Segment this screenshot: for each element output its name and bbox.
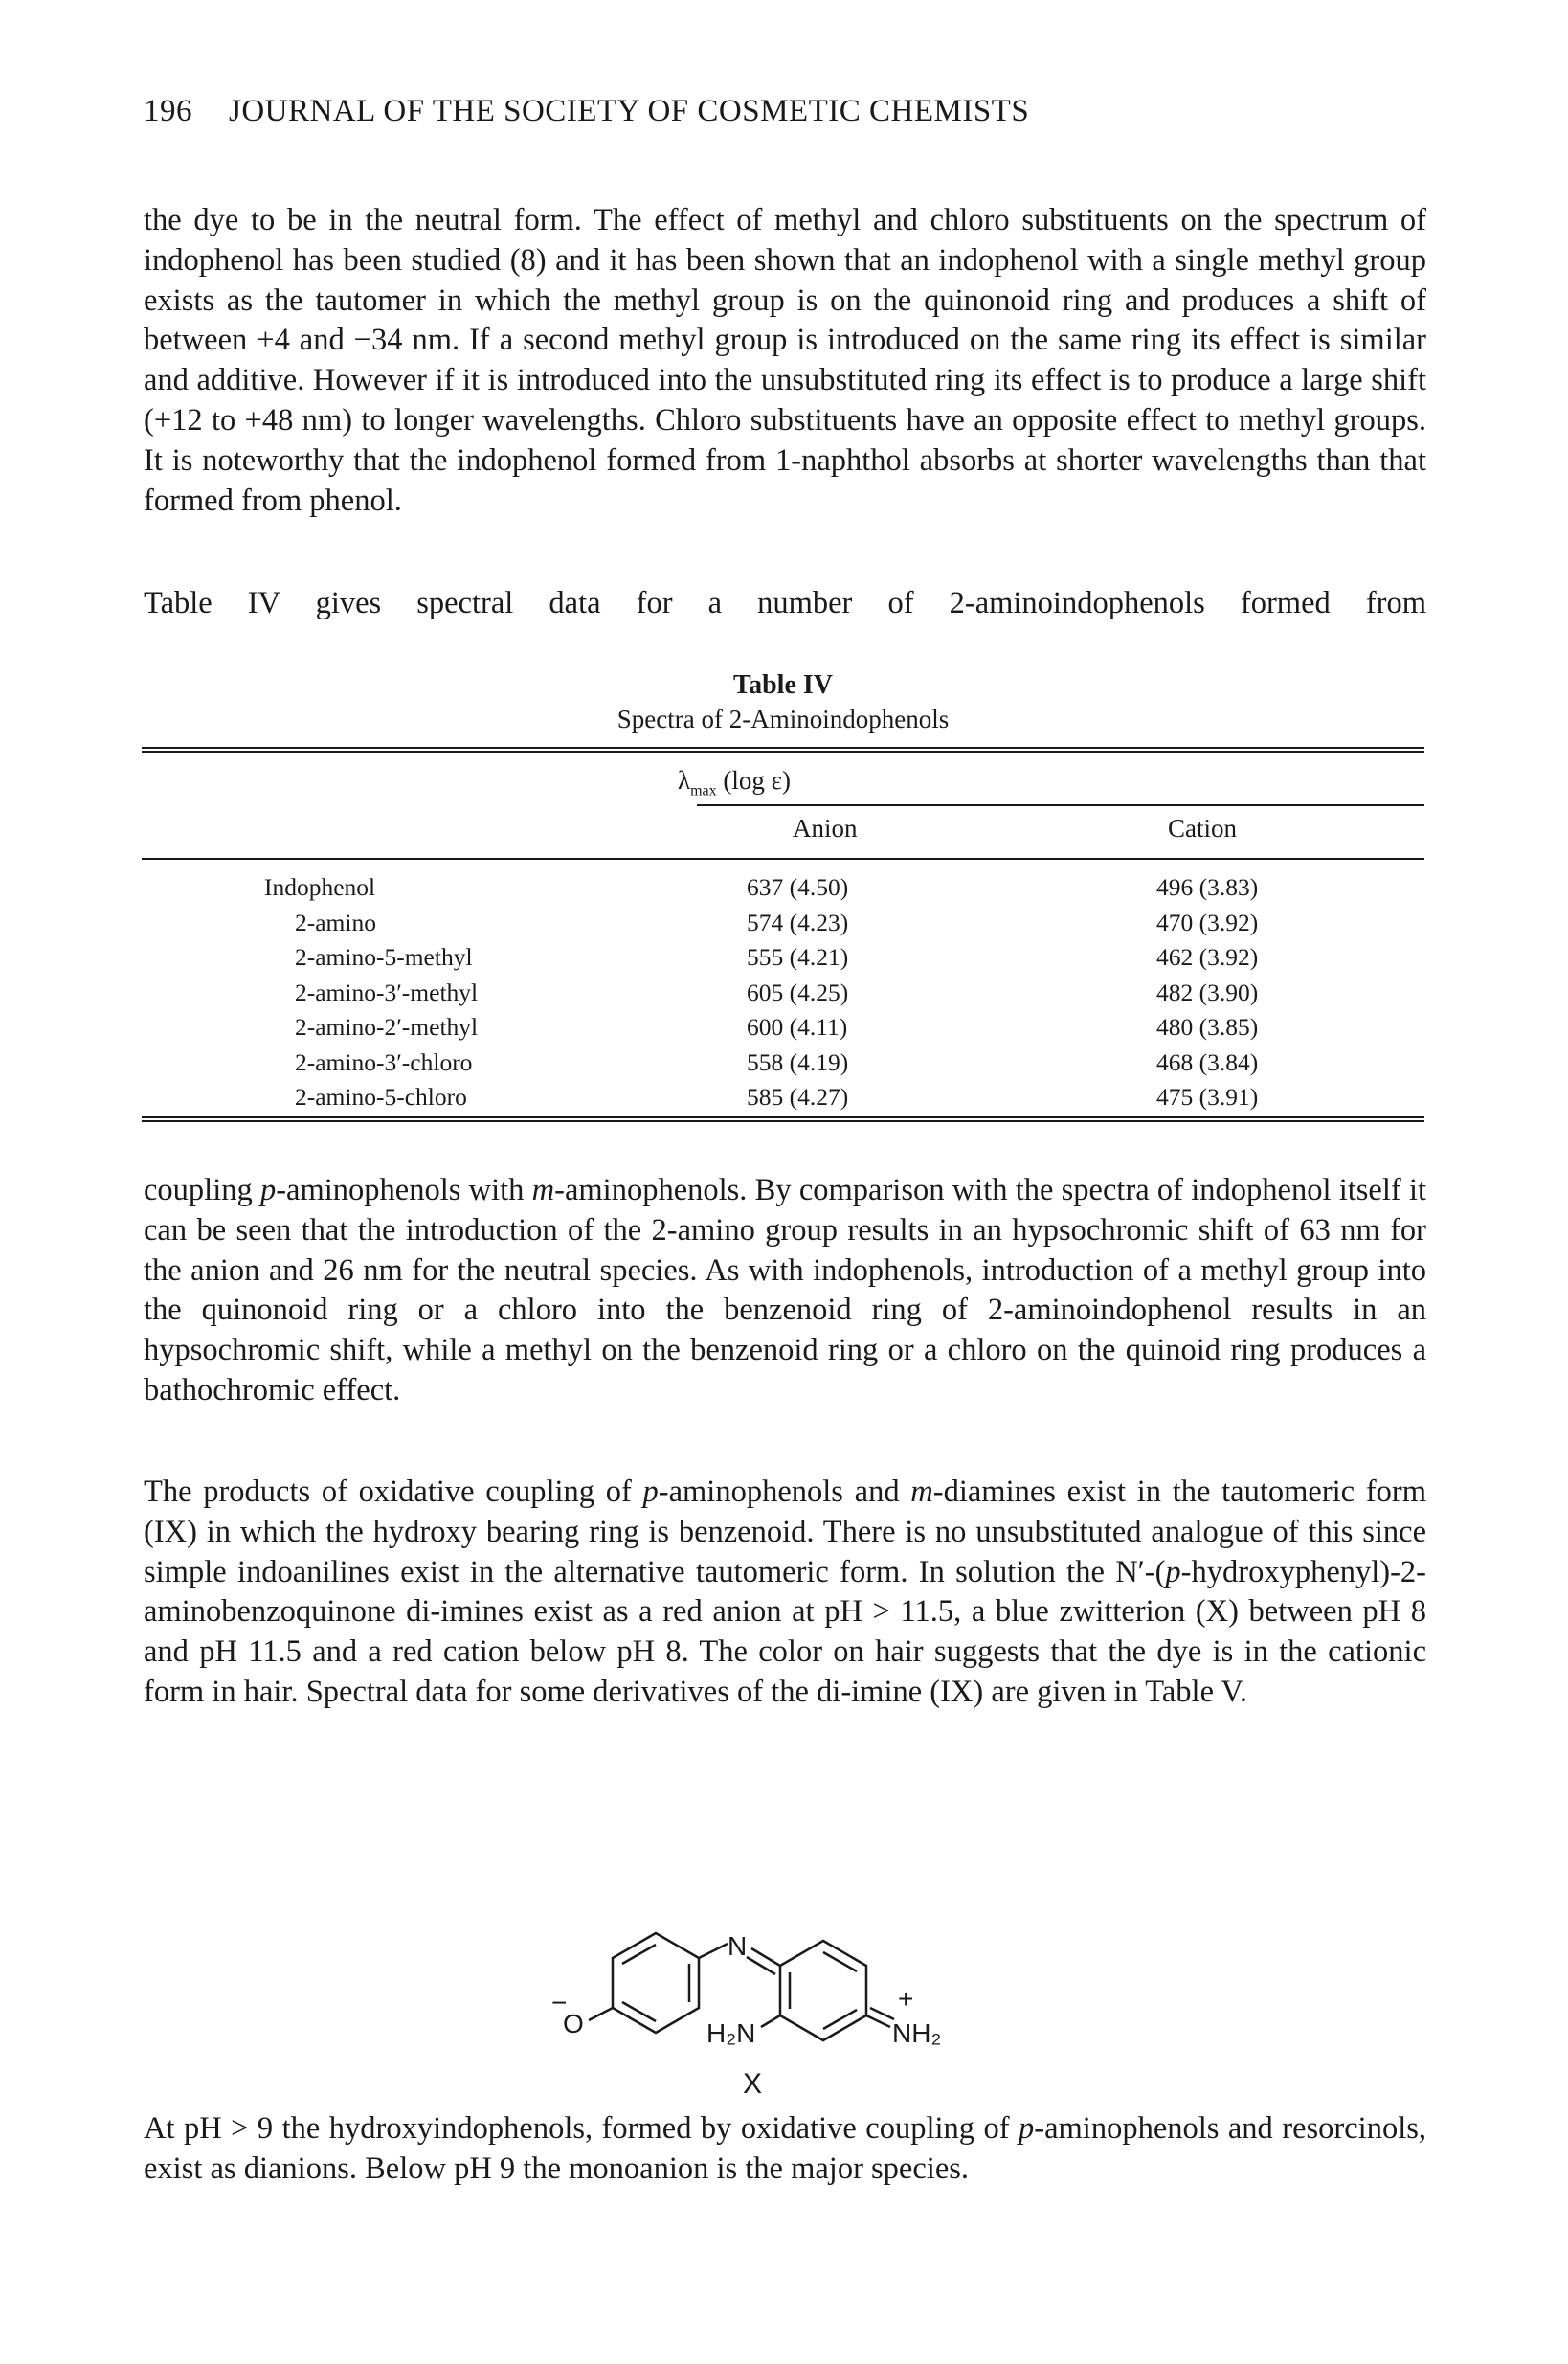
paragraph-4 [144, 1473, 1426, 1713]
paragraph-2 [144, 584, 1426, 664]
table-row [142, 1048, 1424, 1082]
table-bottom-rule [142, 1116, 1424, 1122]
table-col-anion: Anion [793, 814, 858, 843]
row-cation: 470 (3.92) [1156, 908, 1259, 936]
structure-label: X [743, 2068, 763, 2100]
table-row [142, 943, 1424, 977]
table-col-cation: Cation [1168, 814, 1237, 843]
journal-title: JOURNAL OF THE SOCIETY OF COSMETIC CHEMISTS [229, 94, 1030, 128]
row-anion: 605 (4.25) [747, 978, 849, 1006]
atom-n: N [728, 1931, 748, 1961]
row-anion: 574 (4.23) [747, 908, 849, 936]
running-header [144, 94, 1029, 129]
row-compound: 2-amino-2′-methyl [295, 1013, 479, 1041]
row-compound: 2-amino-5-methyl [295, 943, 473, 971]
row-cation: 468 (3.84) [1156, 1047, 1259, 1076]
row-cation: 462 (3.92) [1156, 943, 1259, 971]
table-row [142, 1013, 1424, 1047]
atom-h2n: H₂N [706, 2018, 756, 2048]
paragraph-5-text: At pH > 9 the hydroxyindophenols, formed by oxidative coupling of p-aminophenols and resorcinols, exist as dianions. Below pH 9 the monoanion is the major species. [144, 2111, 1426, 2186]
page-number: 196 [144, 94, 192, 128]
row-compound: Indophenol [264, 873, 376, 901]
table-row [142, 1083, 1424, 1116]
row-anion: 585 (4.27) [747, 1083, 849, 1111]
table-top-rule [142, 747, 1424, 753]
row-anion: 637 (4.50) [747, 873, 849, 901]
paragraph-4-text: The products of oxidative coupling of p-aminophenols and m-diamines exist in the tautomeric form (IX) in which the hydroxy bearing ring is benzenoid. There is no unsubstituted analogue of this since simple indoanilines exist in the alternative tautomeric form. In solution the N′-(p-hydroxyphenyl)-2-aminobenzoquinone di-imines exist as a red anion at pH > 11.5, a blue zwitterion (X) between pH 8 and pH 11.5 and a red cation below pH 8. The color on hair suggests that the dye is in the cationic form in hair. Spectral data for some derivatives of the di-imine (IX) are given in Table V. [144, 1475, 1426, 1709]
row-anion: 555 (4.21) [747, 943, 849, 971]
table-group-rule [697, 804, 1424, 806]
table-row [142, 979, 1424, 1012]
row-compound: 2-amino-3′-chloro [295, 1047, 473, 1076]
atom-nh2: NH₂ [892, 2018, 942, 2048]
paragraph-3 [144, 1171, 1426, 1411]
table-title: Table IV [732, 670, 833, 700]
row-compound: 2-amino-3′-methyl [295, 978, 479, 1006]
table-subtitle: Spectra of 2-Aminoindophenols [616, 705, 950, 733]
paragraph-3-text: coupling p-aminophenols with m-aminophenols. By comparison with the spectra of indophenol itself it can be seen that the introduction of the 2-amino group results in an hypsochromic shift of 63 nm for the anion and 26 nm for the neutral species. As with indophenols, introduction of a methyl group into the quinonoid ring or a chloro into the benzenoid ring of 2-aminoindophenol results in an hypsochromic shift, while a methyl on the benzenoid ring or a chloro on the quinoid ring produces a bathochromic effect. [144, 1173, 1426, 1407]
paragraph-5 [144, 2109, 1426, 2190]
row-cation: 482 (3.90) [1156, 978, 1259, 1006]
charge-plus: + [898, 1984, 914, 2014]
atom-o: O [563, 2009, 584, 2038]
table-iv [142, 670, 1424, 1111]
table-row [142, 873, 1424, 907]
charge-minus: − [551, 1988, 568, 2017]
row-compound: 2-amino-5-chloro [295, 1083, 467, 1111]
row-cation: 496 (3.83) [1156, 873, 1259, 901]
chemical-structure-x [536, 1824, 1015, 2063]
row-cation: 480 (3.85) [1156, 1013, 1259, 1041]
row-anion: 600 (4.11) [747, 1013, 848, 1041]
table-group-header: $\lambda_{max}$ (log ε) [678, 766, 791, 799]
row-anion: 558 (4.19) [747, 1047, 849, 1076]
paragraph-1-text: the dye to be in the neutral form. The effect of methyl and chloro substituents on the spectrum of indophenol has been studied (8) and it has been shown that an indophenol with a single methyl group exists as the tautomer in which the methyl group is on the quinonoid ring and produces a shift of between +4 and −34 nm. If a second methyl group is introduced on the same ring its effect is similar and additive. However if it is introduced into the unsubstituted ring its effect is to produce a large shift (+12 to +48 nm) to longer wavelengths. Chloro substituents have an opposite effect to methyl groups. It is noteworthy that the indophenol formed from 1-naphthol absorbs at shorter wavelengths than that formed from phenol. [144, 203, 1426, 518]
structure-drawing [536, 1824, 1015, 2063]
row-compound: 2-amino [295, 908, 376, 936]
paragraph-1 [144, 201, 1426, 521]
table-header-rule [142, 858, 1424, 860]
row-cation: 475 (3.91) [1156, 1083, 1259, 1111]
table-row [142, 909, 1424, 942]
paragraph-2-text: Table IV gives spectral data for a number of 2-aminoindophenols formed from [144, 586, 1426, 620]
